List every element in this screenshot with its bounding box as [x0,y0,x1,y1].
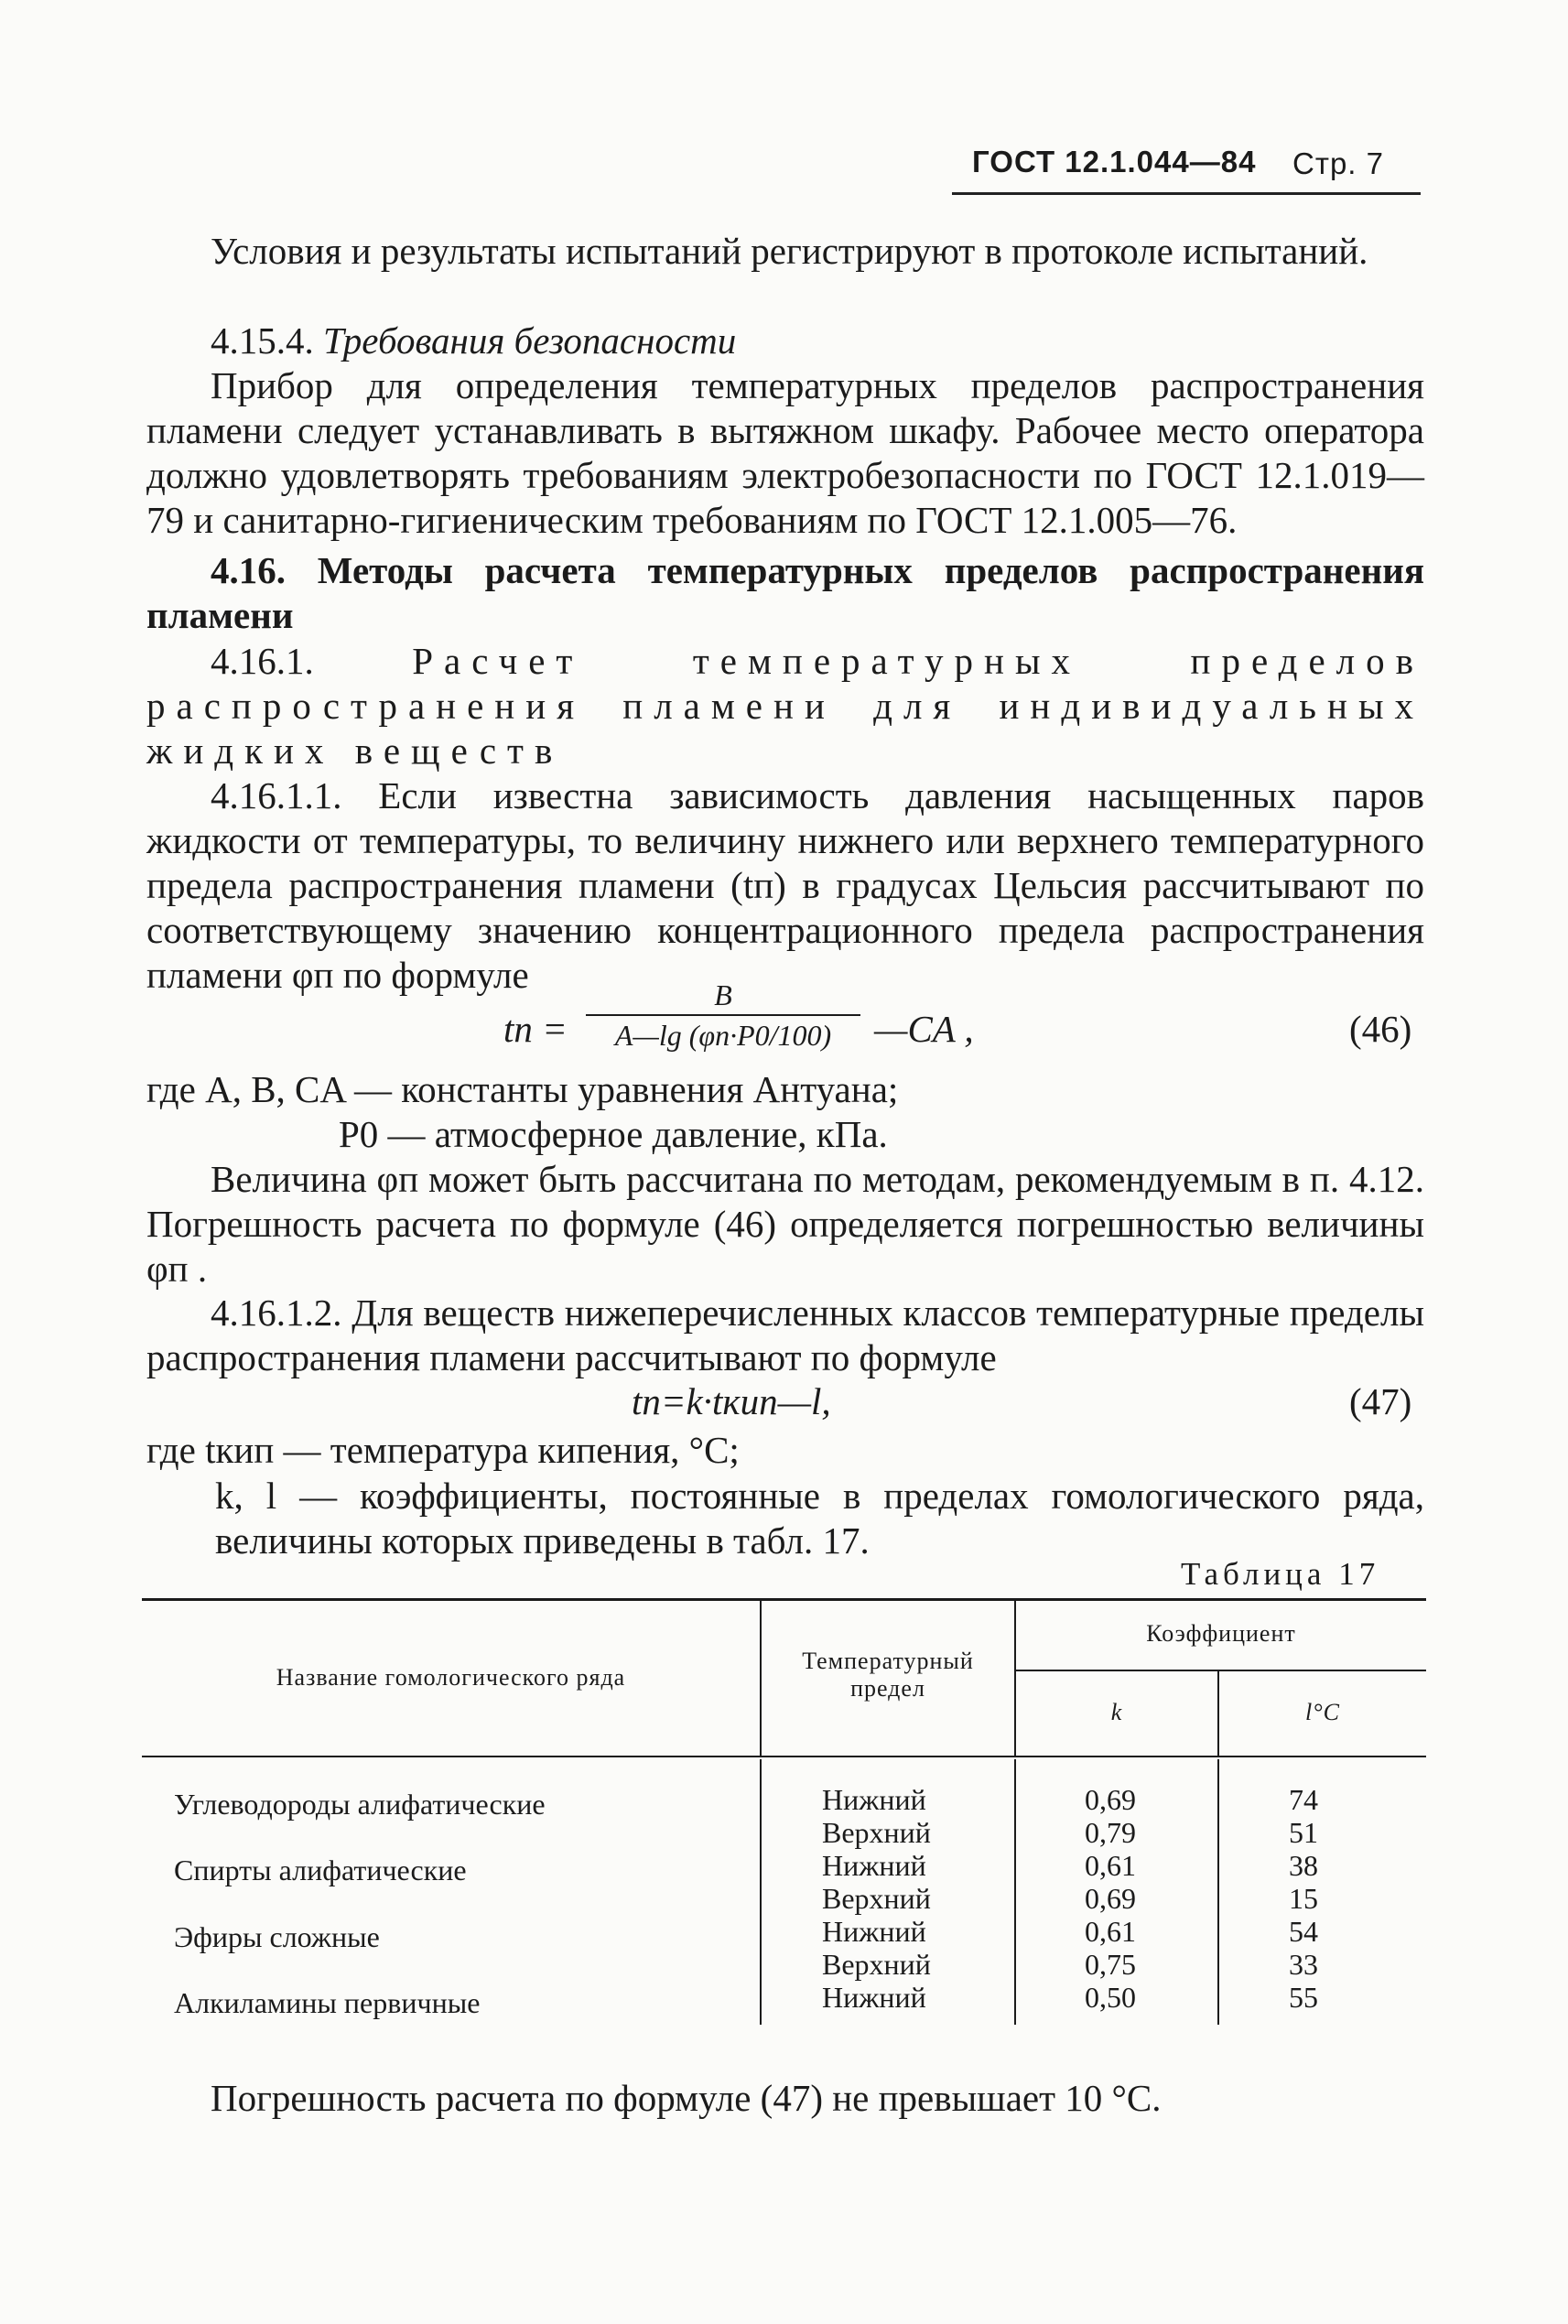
formula-fraction [586,978,860,1053]
where-46-constants: где A, B, CA — константы уравнения Антуана; [146,1068,899,1110]
row-series: Алкиламины первичные [174,1986,481,2019]
table-header-rule [142,1756,1426,1757]
table-caption: Таблица 17 [1181,1556,1380,1592]
paragraph-test-records: Условия и результаты испытаний регистрируют в протоколе испытаний. [211,230,1368,272]
coefficient-subrule [1014,1670,1426,1671]
row-k: 0,69 [1085,1882,1136,1915]
header-rule [952,192,1421,195]
row-limit: Верхний [822,1882,931,1915]
formula-denominator: A—lg (φп·P0/100) [614,1019,832,1052]
section-4-15-4-heading [146,319,1424,363]
section-4-16-heading: 4.16. Методы расчета температурных пределов распространения пламени [146,549,1424,636]
row-k: 0,69 [1085,1783,1136,1816]
row-k: 0,61 [1085,1915,1136,1948]
paragraph-4-16-1-2: 4.16.1.2. Для веществ нижеперечисленных классов температурные пределы распространения пламени рассчитывают по формуле [146,1292,1424,1378]
col-divider-3-body [1217,1759,1219,2025]
formula-number: (47) [1349,1380,1412,1422]
where-47-boiling: где tкип — температура кипения, °С; [146,1429,740,1471]
formula-expression: tп=k·tкип—l, [632,1380,831,1422]
header-k: k [1110,1699,1123,1725]
col-divider-2-body [1014,1759,1016,2025]
header-limit: Температурный предел [802,1648,974,1702]
row-l: 38 [1289,1849,1318,1882]
row-l: 55 [1289,1981,1318,2014]
section-title: Требования безопасности [323,319,737,362]
paragraph-4-16-1-1: 4.16.1.1. Если известна зависимость давления насыщенных паров жидкости от температуры, то величину нижнего или верхнего температурного предела распространения пламени (tп) в градусах Цельсия рассчитывают по соответствующему значению концентрационного предела распространения пламени φп по формуле [146,774,1424,996]
row-series: Углеводороды алифатические [174,1788,546,1821]
row-l: 33 [1289,1948,1318,1981]
row-l: 15 [1289,1882,1318,1915]
row-l: 74 [1289,1783,1318,1816]
header-l: l°С [1305,1699,1340,1725]
row-limit: Нижний [822,1783,926,1816]
where-46-pressure: P0 — атмосферное давление, кПа. [339,1113,888,1155]
where-47-coefficients: k, l — коэффициенты, постоянные в пределах гомологического ряда, величины которых приведены в табл. 17. [215,1475,1424,1562]
section-number: 4.15.4. [211,319,314,362]
header-coefficient: Коэффициент [1146,1620,1296,1647]
section-title: Расчет температурных пределов распространения пламени для индивидуальных жидких веществ [146,640,1424,772]
standard-number: ГОСТ 12.1.044—84 [972,145,1257,178]
formula-tail: —CA , [874,1008,974,1050]
row-k: 0,75 [1085,1948,1136,1981]
row-l: 54 [1289,1915,1318,1948]
header-series: Название гомологического ряда [276,1664,626,1691]
formula-number: (46) [1349,1008,1412,1050]
row-l: 51 [1289,1816,1318,1849]
row-limit: Верхний [822,1948,931,1981]
row-series: Эфиры сложные [174,1920,380,1953]
paragraph-phi-accuracy: Величина φп может быть рассчитана по методам, рекомендуемым в п. 4.12. Погрешность расчета по формуле (46) определяется погрешностью величины φп . [146,1158,1424,1290]
row-k: 0,61 [1085,1849,1136,1882]
paragraph-safety-requirements: Прибор для определения температурных пределов распространения пламени следует устанавливать в вытяжном шкафу. Рабочее место оператора должно удовлетворять требованиям электробезопасности по ГОСТ 12.1.019—79 и санитарно-гигиеническим требованиям по ГОСТ 12.1.005—76. [146,364,1424,541]
paragraph-final-accuracy: Погрешность расчета по формуле (47) не превышает 10 °С. [211,2077,1162,2119]
row-limit: Верхний [822,1816,931,1849]
fraction-bar [586,1014,860,1016]
running-header [952,145,1428,200]
formula-lhs: tп = [503,1008,568,1050]
section-4-16-1-heading [146,639,1424,773]
row-limit: Нижний [822,1915,926,1948]
page-number: Стр. 7 [1292,146,1384,180]
row-k: 0,50 [1085,1981,1136,2014]
formula-numerator: B [714,978,732,1011]
row-series: Спирты алифатические [174,1854,467,1886]
table-top-rule [142,1598,1426,1601]
row-k: 0,79 [1085,1816,1136,1849]
row-limit: Нижний [822,1981,926,2014]
col-divider-1-body [760,1759,762,2025]
row-limit: Нижний [822,1849,926,1882]
section-number: 4.16.1. [211,640,314,682]
